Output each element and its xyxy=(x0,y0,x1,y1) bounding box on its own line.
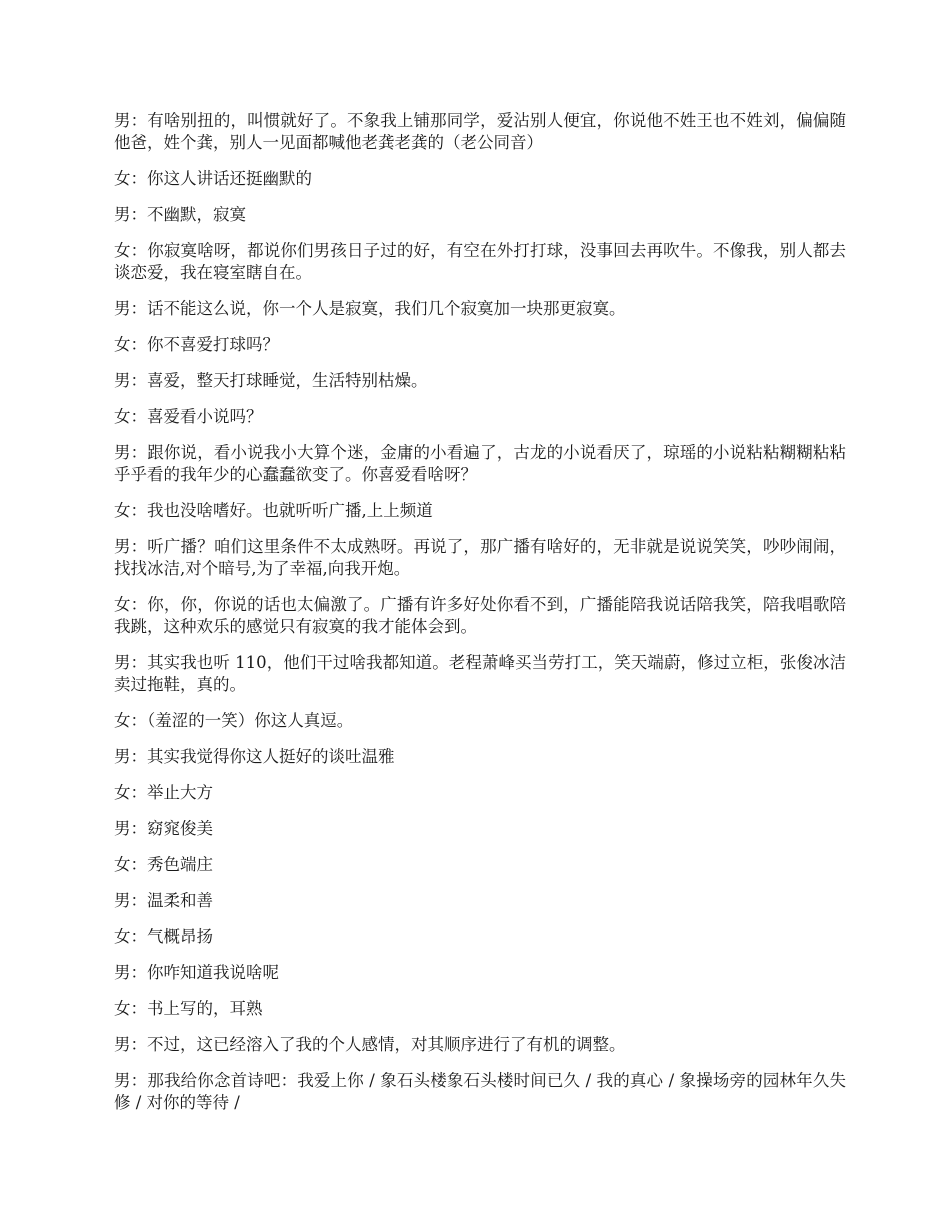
dialogue-line: 男：话不能这么说，你一个人是寂寞，我们几个寂寞加一块那更寂寞。 xyxy=(114,299,626,318)
dialogue-line: 男：那我给你念首诗吧：我爱上你 / 象石头楼象石头楼时间已久 / 我的真心 / 象操场旁的园林年久失修 / 对你的等待 / xyxy=(114,1071,846,1112)
dialogue-line: 男：听广播？咱们这里条件不太成熟呀。再说了，那广播有啥好的，无非就是说说笑笑，吵吵闹闹，找找冰洁,对个暗号,为了幸福,向我开炮。 xyxy=(114,537,846,578)
dialogue-line: 女：你不喜爱打球吗？ xyxy=(114,335,279,354)
dialogue-line: 男：喜爱，整天打球睡觉，生活特别枯燥。 xyxy=(114,371,428,390)
dialogue-line: 女：（羞涩的一笑）你这人真逗。 xyxy=(114,711,354,730)
dialogue-line: 男：其实我觉得你这人挺好的谈吐温雅 xyxy=(114,747,395,766)
dialogue-line: 男：有啥别扭的，叫惯就好了。不象我上铺那同学，爱沾别人便宜，你说他不姓王也不姓刘，偏偏随他爸，姓个龚，别人一见面都喊他老龚老龚的（老公同音） xyxy=(114,111,846,152)
dialogue-line: 女：你寂寞啥呀，都说你们男孩日子过的好，有空在外打打球，没事回去再吹牛。不像我，别人都去谈恋爱，我在寝室瞎自在。 xyxy=(114,241,846,282)
dialogue-line: 女：喜爱看小说吗？ xyxy=(114,407,263,426)
dialogue-line: 女：你这人讲话还挺幽默的 xyxy=(114,169,312,188)
dialogue-line: 男：跟你说，看小说我小大算个迷，金庸的小看遍了，古龙的小说看厌了，琼瑶的小说粘粘糊糊粘粘乎乎看的我年少的心蠢蠢欲变了。你喜爱看啥呀？ xyxy=(114,443,846,484)
dialogue-line: 男：你咋知道我说啥呢 xyxy=(114,963,279,982)
dialogue-line: 男：温柔和善 xyxy=(114,891,213,910)
dialogue-line: 女：书上写的，耳熟 xyxy=(114,999,263,1018)
dialogue-line: 女：秀色端庄 xyxy=(114,855,213,874)
dialogue-line: 男：其实我也听 110，他们干过啥我都知道。老程萧峰买当劳打工，笑天端蔚，修过立柜，张俊冰洁卖过拖鞋，真的。 xyxy=(114,653,846,694)
dialogue-line: 女：我也没啥嗜好。也就听听广播,上上频道 xyxy=(114,501,433,520)
dialogue-line: 女：你，你，你说的话也太偏激了。广播有许多好处你看不到，广播能陪我说话陪我笑，陪我唱歌陪我跳，这种欢乐的感觉只有寂寞的我才能体会到。 xyxy=(114,595,846,636)
dialogue-line: 男：窈窕俊美 xyxy=(114,819,213,838)
document-page xyxy=(114,110,846,1128)
dialogue-line: 男：不过，这已经溶入了我的个人感情，对其顺序进行了有机的调整。 xyxy=(114,1035,626,1054)
dialogue-line: 男：不幽默，寂寞 xyxy=(114,205,246,224)
dialogue-line: 女：举止大方 xyxy=(114,783,213,802)
dialogue-line: 女：气概昂扬 xyxy=(114,927,213,946)
